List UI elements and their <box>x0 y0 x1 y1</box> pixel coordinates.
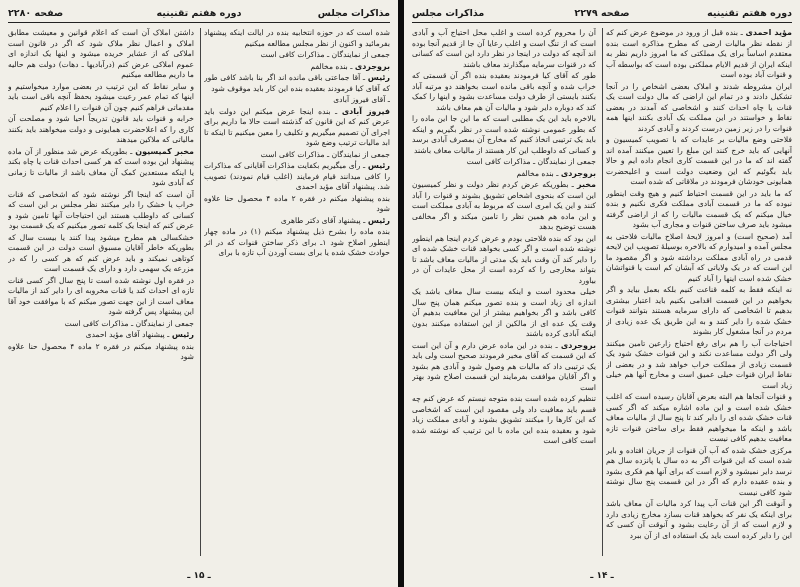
paragraph-text: ـ بنده در این ماده عرض دارم و آن این است که این قسمت که آقای مخبر فرمودند صحیح است ولی باید یک ترتیبی داد که مالیات هم وصول شود و آبادی هم بشود و اگر آقایان موافقت بفرمایند این قسمت اصلاح شود بهتر است <box>412 340 596 392</box>
paragraph <box>8 82 194 114</box>
paragraph <box>8 190 194 232</box>
right-header-session: دوره هفتم تقنینیه <box>707 8 792 19</box>
paragraph-text: خرابه و قنوات باید قانون تدریجاً احیا شود و مصلحت آن کاری را که اعلاحضرت همایونی و دولت میخواهند باید بکنند مالیاتی که ملاکین میدهند <box>8 114 194 144</box>
paragraph <box>412 234 596 287</box>
paragraph-text: شده است که در حوزه انتخابیه بنده در ایالت اینکه پیشنهاد بفرمائید و اکنون از نظر مجلس مطالعه میکنیم <box>204 28 390 48</box>
left-page-column-divider <box>200 28 201 556</box>
right-page-column-left <box>412 28 596 556</box>
paragraph-text: نه اینکه فقط به کلمه قناعت کنیم بلکه بعمل بیاید و اگر بخواهیم در این قسمت اقدامی بکنیم باید اعتبار بیشتری بدهیم تا اشخاصی که دارای سرمایه هستند بتوانند قنوات خشک شده را دایر کنند و به این طریق یک عده زیادی از مردم در آنجا مشغول کار بشوند <box>606 285 792 336</box>
right-page-column-right <box>606 28 792 556</box>
paragraph <box>204 161 390 193</box>
speaker-name: مخبر <box>577 180 596 189</box>
paragraph-text: مرکزی خشک شده که آب آن قنوات از جریان افتاده و بایر شده است که این قنوات اگر به ده سال یا پانزده سال هم نرسد دایر نمیشود و لازم است که برای آنها هم فکری بشود و بنده عقیده دارم که اگر در این قسمت پنج سال نوشته شود کافی نیست <box>606 445 792 497</box>
paragraph <box>204 227 390 259</box>
paragraph <box>204 194 390 215</box>
paragraph <box>606 232 792 285</box>
speaker-name: بروجردی <box>560 340 596 350</box>
left-page-column-right <box>204 28 390 556</box>
right-header-journal: مذاکرات مجلس <box>412 8 485 19</box>
paragraph-text: آن را محروم کرده است و اغلب محل احتیاج آب و آبادی است که از تنگ است و اغلب رعایا آن جا از قدیم آنجا بوده اند آنچه که دولت در اینجا در نظر دارد این است که کسانی که در قنوات سرمایه میگذارند معاف باشند <box>412 28 596 69</box>
paragraph <box>606 82 792 135</box>
paragraph <box>8 114 194 146</box>
right-page-footer: ـ ۱۴ ـ <box>590 571 614 581</box>
speaker-name: رئیس <box>171 330 194 339</box>
paragraph-text: احتیاجات آب را هم برای رفع احتیاج زارعین تامین میکنند ولی اگر دولت مساعدت نکند و این قنوات خشک شود یک قسمت زیادی از مملکت خراب خواهد شد و در بعضی از نقاط ایران قنوات خیلی عمیق است و مخارج آنها هم خیلی زیاد است <box>606 338 792 390</box>
paragraph-text: ـ رأی میگیریم بکفایت مذاکرات آقایانی که مذاکرات را کافی میدانند قیام فرمایند (اغلب قیام نمودند) تصویب شد. پیشنهاد آقای مؤید احمدی <box>204 161 390 191</box>
right-page <box>404 0 800 587</box>
paragraph-text: و قنوات آنجاها هم البته بعرض آقایان رسیده است که اغلب خشک شده است و این ماده اشاره میکند که اگر کسی قنات خشک شده ای را دایر کند تا پنج سال از مالیات معاف باشد و اینکه ما میخواهیم فقط برای ساختن قنوات تازه معافیت بدهیم کافی نیست <box>606 392 792 443</box>
paragraph-text: ـ بنده مخالفم <box>310 61 353 71</box>
paragraph <box>606 189 792 231</box>
paragraph-text: ـ آقای فیروز آبادی <box>333 95 390 104</box>
paragraph-text: آن است که اینجا اگر نوشته شود که اشخاصی که قنات خراب یا خشک را دایر میکنند نظر مجلس بر این است که کسانی که داوطلب هستند این احتیاجات آنها تامین شود و عرض کنم که اینجا یک کلمه تصور میکنیم که یک قسمت بود <box>8 189 194 230</box>
paragraph-text: ـ پیشنهاد آقای دکتر طاهری <box>280 215 366 225</box>
left-header-session: دوره هفتم تقنینیه <box>156 8 242 19</box>
paragraph <box>412 169 596 180</box>
paragraph <box>204 107 390 149</box>
paragraph <box>606 135 792 188</box>
paragraph-text: طور که آقای کیا فرمودند بعقیده بنده اگر آن قسمتی که خراب شده و آنچه باقی مانده است بخواهند دو مرتبه آباد بکنند بایستی از طرف دولت مساعدت بشود و اینها را کمک کند که دوباره دایر شود و مالیات آن هم معاف باشد <box>412 71 596 112</box>
left-page-header <box>8 6 390 23</box>
paragraph-text: و آنوقت اگر این قنات آب پیدا کرد مالیات آن معاف باشد برای اینکه یک نفر که بخواهد قنات بسازد مخارج زیادی دارد و لازم است که از آن رعایت بشود و آنوقت آن کسی که این را دایر کرده است باید یک استفاده ای از آن ببرد <box>606 499 792 540</box>
left-page-column-left <box>8 28 194 556</box>
paragraph-text: بنده پیشنهاد میکنم در فقره ۲ ماده ۴ محصول حنا علاوه شود <box>204 193 390 213</box>
left-page-footer: ـ ۱۵ ـ <box>187 571 211 581</box>
paragraph <box>204 95 390 106</box>
paragraph <box>412 341 596 394</box>
paragraph-text: این بود که بنده فلاحتی بودم و عرض کردم اینجا هم اینطور نوشته شده است و اگر کسی بخواهد قنات خشک شده ای را دایر کند آن وقت باید یک مدتی از مالیات معاف باشد تا بتواند مخارجی را که کرده است از محل عایدات آن در بیاورد <box>412 233 596 285</box>
paragraph-text: بالاخره باید این یک مطلبی است که ما این جا این ماده را که بطور عمومی نوشته شده است در نظر بگیریم و اینکه باید یک ترتیبی اتخاذ کنیم که مخارج آن بمصرف آبادی برسد و کسانی که داوطلب این کار هستند از مالیات معاف باشند <box>412 114 596 155</box>
paragraph-text: ـ بنده قبل از ورود در موضوع عرض کنم که از نقطه نظر مالیات ارضی که مطرح مذاکره است بنده معتقدم اساساً برای یک مملکتی که ما امروز داریم نظر به اینکه ایران از قدیم الایام مملکتی بوده است که بواسطه آب و قنوات آباد بوده است <box>606 28 792 79</box>
paragraph-text: و سایر نقاط که این ترتیب در بعضی موارد میخواستیم و اینها که تمام عمر رعیت میشود بحفظ آنچه باقی است باید مقدماتی فراهم کنیم چون آن قنوات را اعلام کنیم <box>8 81 194 112</box>
paragraph <box>606 392 792 445</box>
speaker-name: مؤید احمدی <box>745 28 792 37</box>
paragraph-text: ـ بنده مخالفم <box>516 168 559 178</box>
paragraph <box>8 233 194 275</box>
paragraph-text: آمد (صحیح است) و امروز لایحهٔ اصلاح مالیات فلاحتی به مجلس آمده و امیدوارم که بالاخره بوسیلهٔ تصویب این لایحه قدمی در راه آبادی مملکت برداشته شود و اگر مقصود ما این است که در یک ولایاتی که آبشان کم است یا قنواتشان خشک شده است اینها را آباد کنیم <box>606 231 792 283</box>
paragraph-text: جمعی از نمایندگان ـ مذاکرات کافی است <box>260 50 390 59</box>
paragraph-text: بنده پیشنهاد میکنم در فقره ۲ ماده ۴ محصول حنا علاوه شود <box>8 341 194 361</box>
right-header-page-number: صفحه ۲۲۷۹ <box>574 8 630 19</box>
paragraph <box>204 73 390 94</box>
paragraph <box>412 180 596 233</box>
right-page-header <box>412 6 792 23</box>
speaker-name: بروجردی <box>354 61 390 71</box>
speaker-name: مخبر کمیسیون <box>135 146 194 156</box>
speaker-name: رئیس <box>367 73 390 82</box>
paragraph-text: داشتن املاک آن است که اعلام قوانین و معیشت مطابق املاک و اعمال نظر ملاک شود که اگر در قانون است املاکی که از عشایر خریده میشود و اینها یک اندازه ای عموم املاکی عرض کنم (درآبادیها ـ دهات) دولت هم حالیه ما داریم مطالعه میکنیم <box>8 28 194 79</box>
paragraph-text: تنظیم کرده شده است بنده متوجه نیستم که عرض کنم چه قسم باید معافیت داد ولی مقصود این است که اشخاصی که این کارها را میکنند تشویق بشوند و آبادی مملکت زیاد شود و بعقیده بنده این ماده با این ترتیب که نوشته شده است کافی است <box>412 394 596 445</box>
paragraph <box>204 50 390 61</box>
paragraph-text: ـ بطوریکه عرض کردم نظر دولت و نظر کمیسیون این است که بنحوی اشخاص تشویق بشوند و قنوات را آباد کنند و این یک امری است که مربوط به آبادی مملکت است و این ماده هم همین نظر را تامین میکند و اگر مخالفی هست توضیح بدهد <box>412 180 596 231</box>
paragraph-text: فلاحتی وضع مالیات بر عایدات که با تصویب کمیسیون و آنهایی که باید خرج کنند این مبلغ را تعیین میکنند آمده اند گفته اند که ما در این قسمت کاری انجام داده ایم و حالا باید بگوئیم که این وضعیت دولت است و اعلیحضرت همایونی خودشان فرمودند در ملاقاتی که شده است <box>606 135 792 186</box>
paragraph <box>412 114 596 156</box>
paragraph-text: جمعی از نمایندگان ـ مذاکرات کافی است <box>64 318 194 328</box>
paragraph-text: ـ بنده اینجا عرض میکنم این دولت باید عرض کنم که این قانون که گذشته است حالا ما داریم برای اجرای آن تصمیم میگیریم و تکلیف را معین میکنیم تا اینکه تا ابد مالیات ترتیب وضع شود <box>204 106 390 147</box>
paragraph <box>606 285 792 338</box>
paragraph <box>8 28 194 81</box>
paragraph-text: خیلی محدود است و اینکه بیست سال معاف باشد یک اندازه ای زیاد است و بنده تصور میکنم همان پنج سال کافی باشد و اگر بخواهیم بیشتر از این معافیت بدهیم آن وقت یک عده ای از مالکین از این استفاده میکنند بدون اینکه آبادی کرده باشند <box>412 287 596 338</box>
right-page-column-divider <box>602 28 603 556</box>
paragraph-text: ـ پیشنهاد آقای مؤید احمدی <box>85 330 170 339</box>
paragraph-text: ـ آقا جماعتی باقی مانده اند اگر بنا باشد کافی طور که آقای کیا فرمودند بعقیده بنده این کار باید موقوف شود <box>204 73 390 93</box>
speaker-name: فیروز آبادی <box>341 106 390 116</box>
paragraph <box>8 276 194 318</box>
paragraph-text: جمعی از نمایندگان ـ مذاکرات کافی است <box>466 157 596 166</box>
paragraph <box>204 216 390 227</box>
paragraph <box>606 339 792 392</box>
paragraph-text: بنده ماده را بشرح ذیل پیشنهاد میکنم (۱) در ماده چهار اینطور اصلاح شود ۱ـ برای ذکر ساختن قنوات که در اثر حوادث خشک شده یا برای بست آوردن آب تازه با برای <box>204 227 390 257</box>
speaker-name: بروجردی <box>560 168 596 178</box>
paragraph <box>8 319 194 330</box>
paragraph <box>8 342 194 363</box>
left-header-journal: مذاکرات مجلس <box>317 8 390 19</box>
speaker-name: رئیس <box>367 215 390 225</box>
paragraph-text: که ما باید در این قسمت احتیاط کنیم و هیچ وقت اینطور نبوده که ما در قسمت آبادی مملکت فکری نکنیم و بنده خیال میکنم که یک قسمت مالیات را که از اراضی گرفته میشود باید صرف ساختن قنوات و مجاری آب بشود <box>606 188 792 229</box>
left-page <box>0 0 398 587</box>
paragraph <box>412 71 596 113</box>
left-header-page-number: صفحه ۲۲۸۰ <box>8 8 64 19</box>
paragraph <box>412 287 596 340</box>
speaker-name: رئیس <box>367 161 390 170</box>
paragraph <box>412 157 596 168</box>
paragraph <box>606 28 792 81</box>
paragraph-text: ایران مشروطه شدند و املاک بعضی اشخاص را در آنجا تشکیل دادند و در تمام این اراضی که مال دولت است یک قنات یا چاه احداث کنند و اشخاصی که آمدند در بعضی نقاط و خواستند در این مملکت یک آبادی بکنند اینها همه قنوات را در زیر زمین درست کردند و آبادی کردند <box>606 81 792 133</box>
paragraph <box>8 330 194 341</box>
paragraph <box>8 147 194 189</box>
paragraph <box>606 446 792 499</box>
paragraph-text: ـ بطوریکه عرض شد منظور از آن ماده پیشنهاد این بوده است که هر کسی احداث قنات یا چاه بکند یا اینکه مستعدین کمک آن معاف باشد از مالیات تا زمانی که آبادی شود <box>8 146 194 187</box>
paragraph-text: در فقره اول نوشته شده است تا پنج سال اگر کسی قنات تازه ای احداث کند یا قنات مخروبه ای را دایر کند از مالیات معاف است از این جهت تصور میکنم که با موافقت خود آقا این پیشنهاد پس گرفته شود <box>8 275 194 316</box>
paragraph <box>204 62 390 73</box>
paragraph <box>412 28 596 70</box>
paragraph-text: جمعی از نمایندگان ـ مذاکرات کافی است <box>260 149 390 159</box>
paragraph-text: خشکسالی هم مطرح میشود پیدا کنند یا بیست سال که بطوریکه خاطر آقایان مسبوق است دولت در این قسمت کوتاهی نمیکند و باید عرض کنم که هر کسی را که در مزرعه یک سهمی دارد و دارای یک قسمت است <box>8 232 194 273</box>
paragraph <box>204 150 390 161</box>
paragraph <box>412 394 596 447</box>
paragraph <box>606 499 792 541</box>
paragraph <box>204 28 390 49</box>
